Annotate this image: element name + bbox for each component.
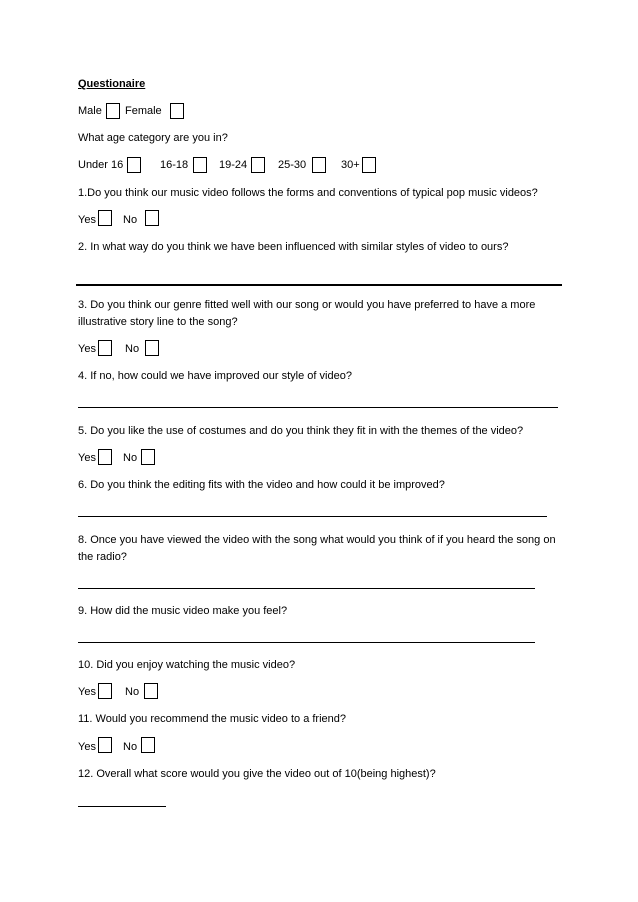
question-9: 9. How did the music video make you feel? xyxy=(78,605,288,617)
female-checkbox[interactable] xyxy=(170,103,184,119)
q2-answer-line[interactable] xyxy=(76,284,562,286)
male-label: Male xyxy=(78,105,102,117)
age-option-label: 25-30 xyxy=(278,159,307,171)
question-12: 12. Overall what score would you give the video out of 10(being highest)? xyxy=(78,768,436,780)
question-3-line1: 3. Do you think our genre fitted well with our song or would you have preferred to have a more xyxy=(78,299,536,311)
age-option-label: Under 16 xyxy=(78,159,124,171)
age-19-24-checkbox[interactable] xyxy=(251,157,265,173)
q5-yes-checkbox[interactable] xyxy=(98,449,112,465)
question-11: 11. Would you recommend the music video to a friend? xyxy=(78,713,347,725)
female-label: Female xyxy=(125,105,162,117)
age-option-label: 19-24 xyxy=(219,159,248,171)
age-25-30-checkbox[interactable] xyxy=(312,157,326,173)
q1-no-checkbox[interactable] xyxy=(145,210,159,226)
q11-yes-label: Yes xyxy=(78,741,96,753)
question-10: 10. Did you enjoy watching the music video? xyxy=(78,659,296,671)
question-4: 4. If no, how could we have improved our style of video? xyxy=(78,370,352,382)
q3-yes-label: Yes xyxy=(78,343,96,355)
age-option-label: 16-18 xyxy=(160,159,189,171)
age-option-label: 30+ xyxy=(341,159,360,171)
age-question: What age category are you in? xyxy=(78,132,228,144)
q10-no-label: No xyxy=(125,686,140,698)
q11-no-checkbox[interactable] xyxy=(141,737,155,753)
q4-answer-line[interactable] xyxy=(78,407,558,408)
question-5: 5. Do you like the use of costumes and do you think they fit in with the themes of the video? xyxy=(78,425,524,437)
age-16-18-checkbox[interactable] xyxy=(193,157,207,173)
q3-no-checkbox[interactable] xyxy=(145,340,159,356)
q10-yes-checkbox[interactable] xyxy=(98,683,112,699)
q10-yes-label: Yes xyxy=(78,686,96,698)
male-checkbox[interactable] xyxy=(106,103,120,119)
q10-no-checkbox[interactable] xyxy=(144,683,158,699)
page-title: Questionaire xyxy=(78,78,146,90)
q5-no-label: No xyxy=(123,452,138,464)
q5-no-checkbox[interactable] xyxy=(141,449,155,465)
q12-score-line[interactable] xyxy=(78,806,166,807)
q1-yes-label: Yes xyxy=(78,214,96,226)
q3-no-label: No xyxy=(125,343,140,355)
q1-no-label: No xyxy=(123,214,138,226)
question-8-line2: the radio? xyxy=(78,551,127,563)
question-1: 1.Do you think our music video follows the forms and conventions of typical pop music videos? xyxy=(78,187,538,199)
age-under-16-checkbox[interactable] xyxy=(127,157,141,173)
q11-yes-checkbox[interactable] xyxy=(98,737,112,753)
question-8-line1: 8. Once you have viewed the video with the song what would you think of if you heard the song on xyxy=(78,534,556,546)
question-3-line2: illustrative story line to the song? xyxy=(78,316,238,328)
age-30-plus-checkbox[interactable] xyxy=(362,157,376,173)
q5-yes-label: Yes xyxy=(78,452,96,464)
q11-no-label: No xyxy=(123,741,138,753)
q9-answer-line[interactable] xyxy=(78,642,535,643)
question-2: 2. In what way do you think we have been influenced with similar styles of video to ours? xyxy=(78,241,509,253)
q6-answer-line[interactable] xyxy=(78,516,547,517)
q3-yes-checkbox[interactable] xyxy=(98,340,112,356)
question-6: 6. Do you think the editing fits with the video and how could it be improved? xyxy=(78,479,445,491)
q8-answer-line[interactable] xyxy=(78,588,535,589)
q1-yes-checkbox[interactable] xyxy=(98,210,112,226)
